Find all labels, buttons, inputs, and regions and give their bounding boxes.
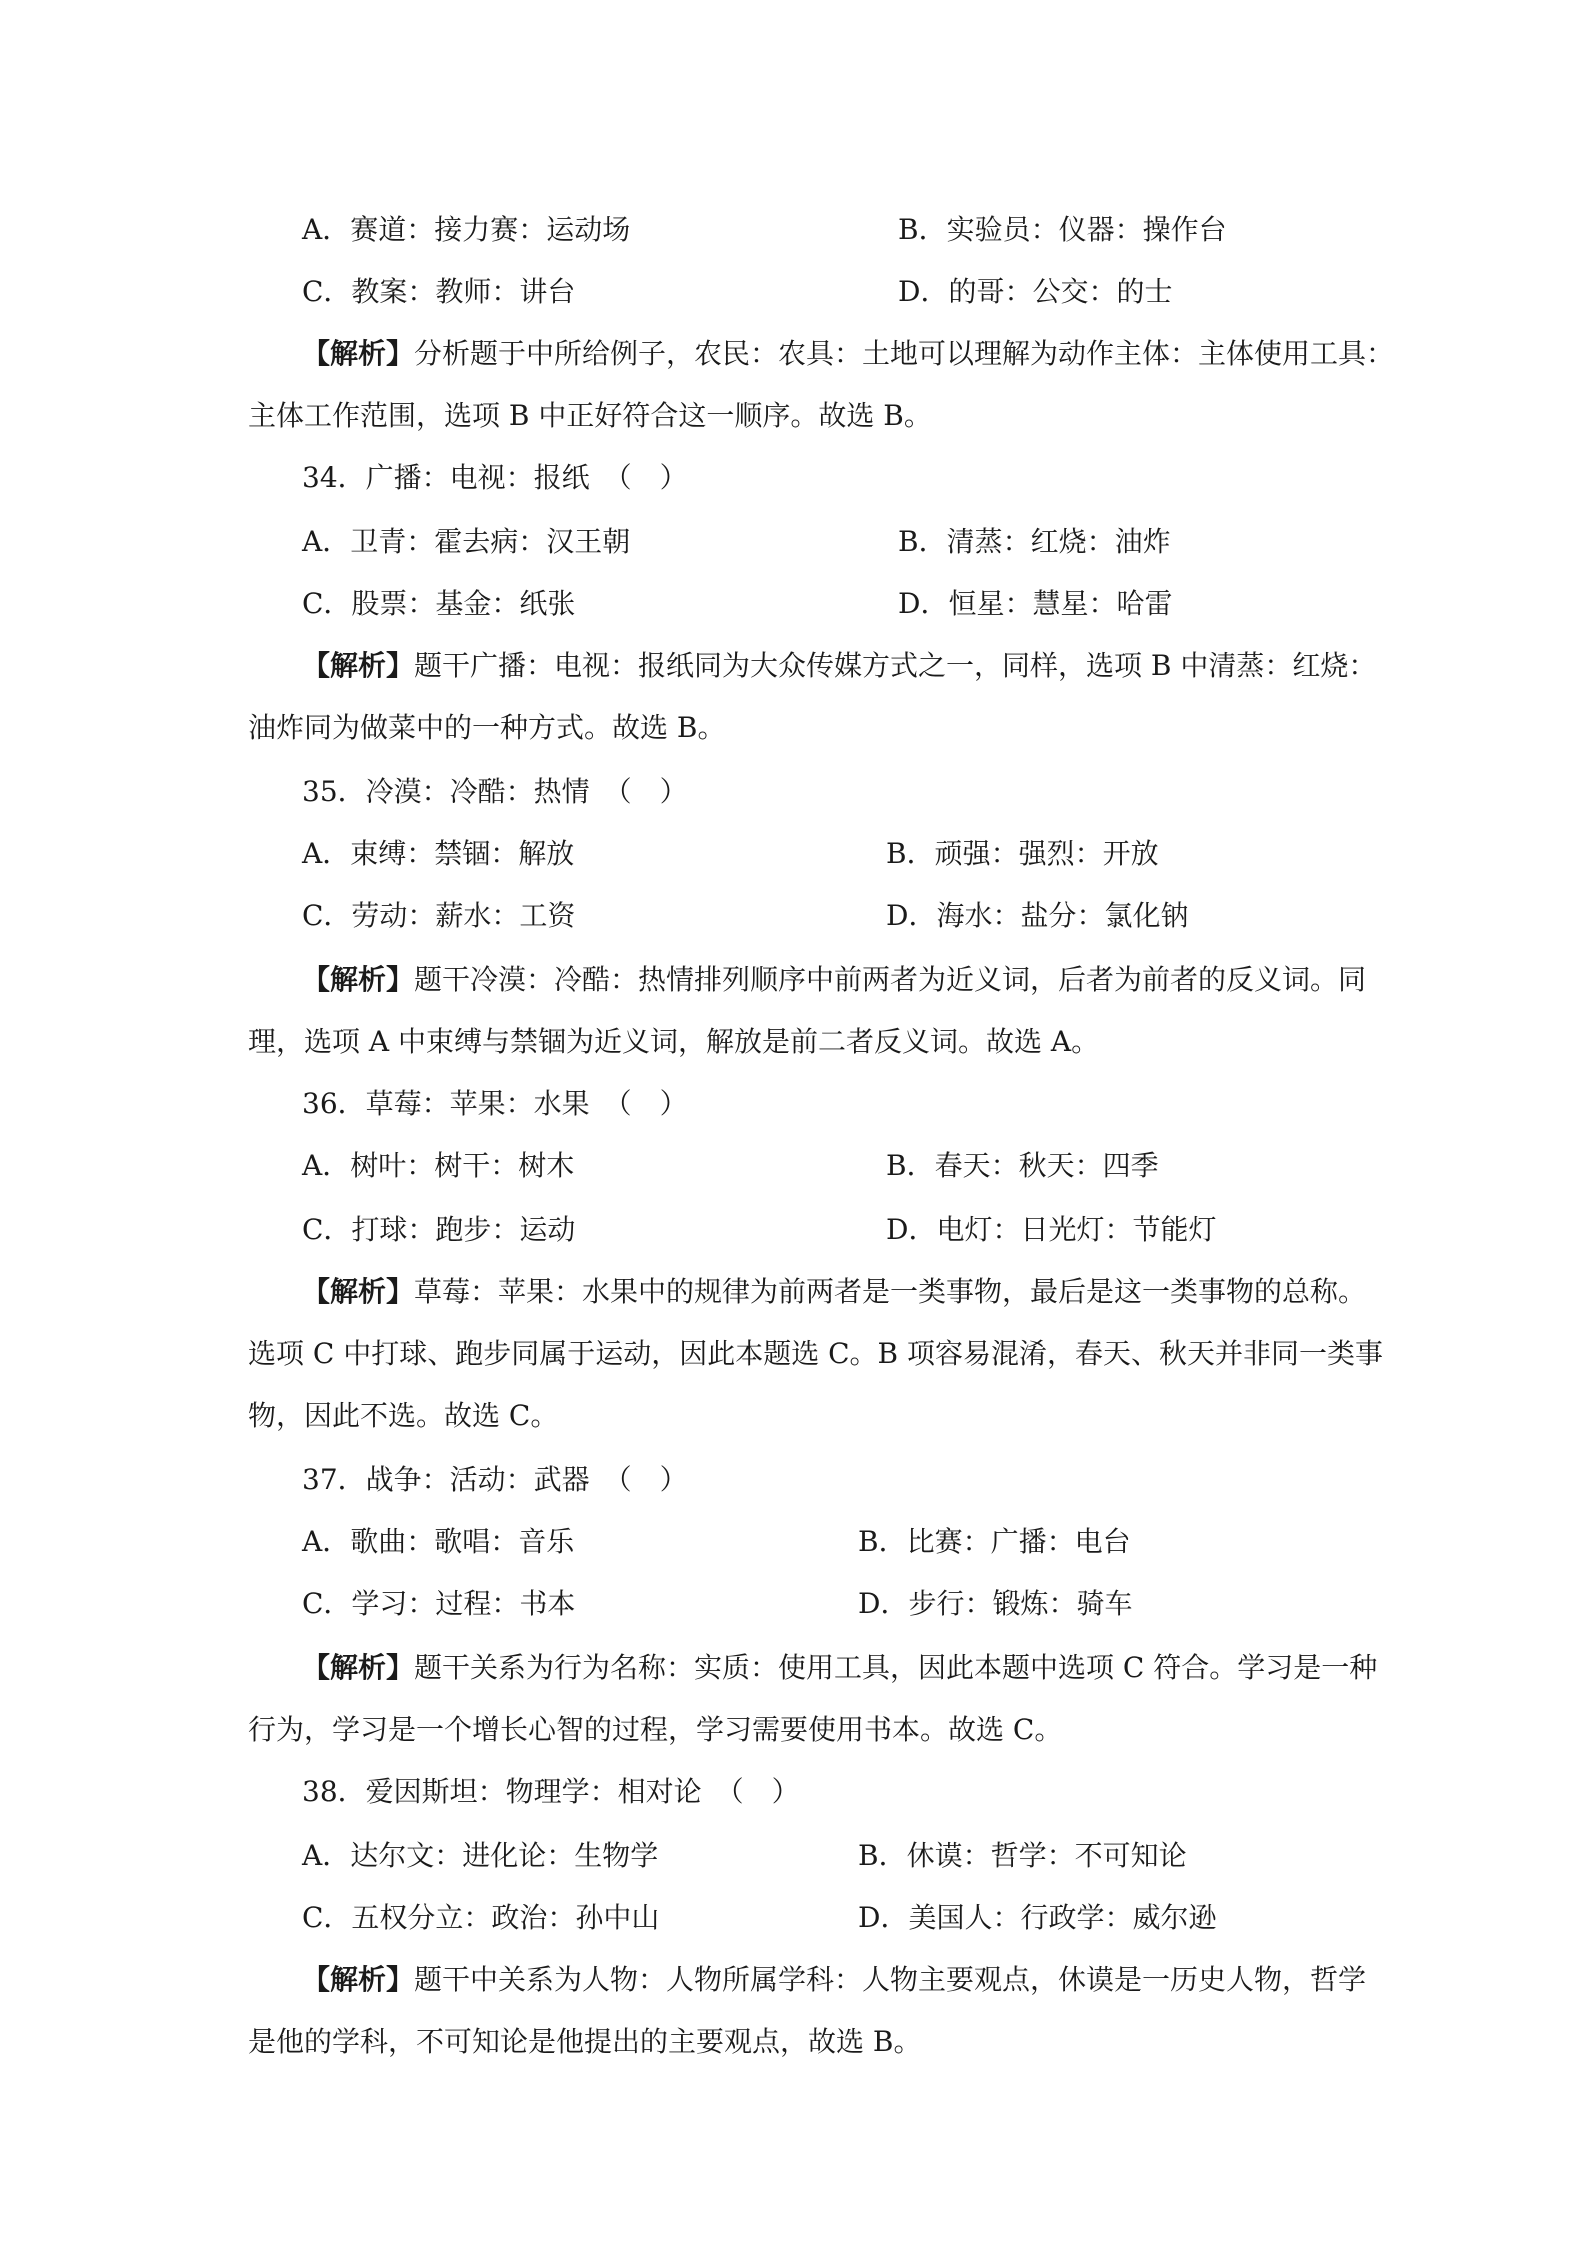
analysis-text: 题干中关系为人物：人物所属学科：人物主要观点，休谟是一历史人物，哲学 bbox=[414, 1963, 1367, 1996]
q35-option-c: C．劳动：薪水：工资 bbox=[302, 899, 576, 932]
analysis-label: 【解析】 bbox=[302, 649, 415, 682]
q38-option-a: A．达尔文：进化论：生物学 bbox=[302, 1839, 659, 1872]
q37-analysis-line2: 行为，学习是一个增长心智的过程，学习需要使用书本。故选 C。 bbox=[248, 1713, 1063, 1746]
q36-stem: 36．草莓：苹果：水果 （ ） bbox=[302, 1087, 688, 1120]
analysis-text: 题干关系为行为名称：实质：使用工具，因此本题中选项 C 符合。学习是一种 bbox=[414, 1651, 1378, 1684]
analysis-label: 【解析】 bbox=[302, 963, 415, 996]
q34-stem: 34．广播：电视：报纸 （ ） bbox=[302, 461, 688, 494]
q33-analysis-line1 bbox=[302, 334, 1394, 374]
analysis-text: 分析题于中所给例子，农民：农具：土地可以理解为动作主体：主体使用工具： bbox=[414, 337, 1395, 370]
q35-analysis-line2: 理，选项 A 中束缚与禁锢为近义词，解放是前二者反义词。故选 A。 bbox=[248, 1025, 1100, 1058]
q35-analysis-line1 bbox=[302, 960, 1366, 1000]
analysis-text: 题干广播：电视：报纸同为大众传媒方式之一，同样，选项 B 中清蒸：红烧： bbox=[414, 649, 1377, 682]
q34-option-c: C．股票：基金：纸张 bbox=[302, 587, 576, 620]
q37-analysis-line1 bbox=[302, 1648, 1377, 1688]
q37-option-b: B．比赛：广播：电台 bbox=[858, 1525, 1131, 1558]
analysis-label: 【解析】 bbox=[302, 1275, 415, 1308]
q37-option-d: D．步行：锻炼：骑车 bbox=[858, 1587, 1133, 1620]
q36-analysis-line3: 物，因此不选。故选 C。 bbox=[248, 1399, 559, 1432]
q35-option-b: B．顽强：强烈：开放 bbox=[886, 837, 1159, 870]
q38-option-c: C．五权分立：政治：孙中山 bbox=[302, 1901, 660, 1934]
q35-stem: 35．冷漠：冷酷：热情 （ ） bbox=[302, 775, 688, 808]
q36-option-b: B．春天：秋天：四季 bbox=[886, 1149, 1159, 1182]
q33-option-c: C．教案：教师：讲台 bbox=[302, 275, 576, 308]
analysis-label: 【解析】 bbox=[302, 1651, 415, 1684]
q38-analysis-line2: 是他的学科，不可知论是他提出的主要观点，故选 B。 bbox=[248, 2025, 922, 2058]
q37-option-c: C．学习：过程：书本 bbox=[302, 1587, 576, 1620]
q33-option-d: D．的哥：公交：的士 bbox=[898, 275, 1173, 308]
q35-option-a: A．束缚：禁锢：解放 bbox=[302, 837, 575, 870]
q37-option-a: A．歌曲：歌唱：音乐 bbox=[302, 1525, 575, 1558]
q34-option-b: B．清蒸：红烧：油炸 bbox=[898, 525, 1171, 558]
q36-analysis-line1 bbox=[302, 1272, 1366, 1312]
q36-analysis-line2: 选项 C 中打球、跑步同属于运动，因此本题选 C。B 项容易混淆，春天、秋天并非同一类事 bbox=[248, 1337, 1384, 1370]
q36-option-c: C．打球：跑步：运动 bbox=[302, 1213, 576, 1246]
q34-analysis-line1 bbox=[302, 646, 1376, 686]
q38-stem: 38．爱因斯坦：物理学：相对论 （ ） bbox=[302, 1775, 800, 1808]
q35-option-d: D．海水：盐分：氯化钠 bbox=[886, 899, 1189, 932]
q36-option-d: D．电灯：日光灯：节能灯 bbox=[886, 1213, 1217, 1246]
q33-option-a: A．赛道：接力赛：运动场 bbox=[302, 213, 631, 246]
analysis-text: 题干冷漠：冷酷：热情排列顺序中前两者为近义词，后者为前者的反义词。同 bbox=[414, 963, 1367, 996]
analysis-label: 【解析】 bbox=[302, 337, 415, 370]
q38-option-d: D．美国人：行政学：威尔逊 bbox=[858, 1901, 1217, 1934]
analysis-text: 草莓：苹果：水果中的规律为前两者是一类事物，最后是这一类事物的总称。 bbox=[414, 1275, 1367, 1308]
q37-stem: 37．战争：活动：武器 （ ） bbox=[302, 1463, 688, 1496]
q33-option-b: B．实验员：仪器：操作台 bbox=[898, 213, 1227, 246]
q34-option-d: D．恒星：慧星：哈雷 bbox=[898, 587, 1173, 620]
q38-option-b: B．休谟：哲学：不可知论 bbox=[858, 1839, 1187, 1872]
analysis-label: 【解析】 bbox=[302, 1963, 415, 1996]
q34-analysis-line2: 油炸同为做菜中的一种方式。故选 B。 bbox=[248, 711, 726, 744]
q34-option-a: A．卫青：霍去病：汉王朝 bbox=[302, 525, 631, 558]
q33-analysis-line2: 主体工作范围，选项 B 中正好符合这一顺序。故选 B。 bbox=[248, 399, 932, 432]
q38-analysis-line1 bbox=[302, 1960, 1366, 2000]
q36-option-a: A．树叶：树干：树木 bbox=[302, 1149, 575, 1182]
